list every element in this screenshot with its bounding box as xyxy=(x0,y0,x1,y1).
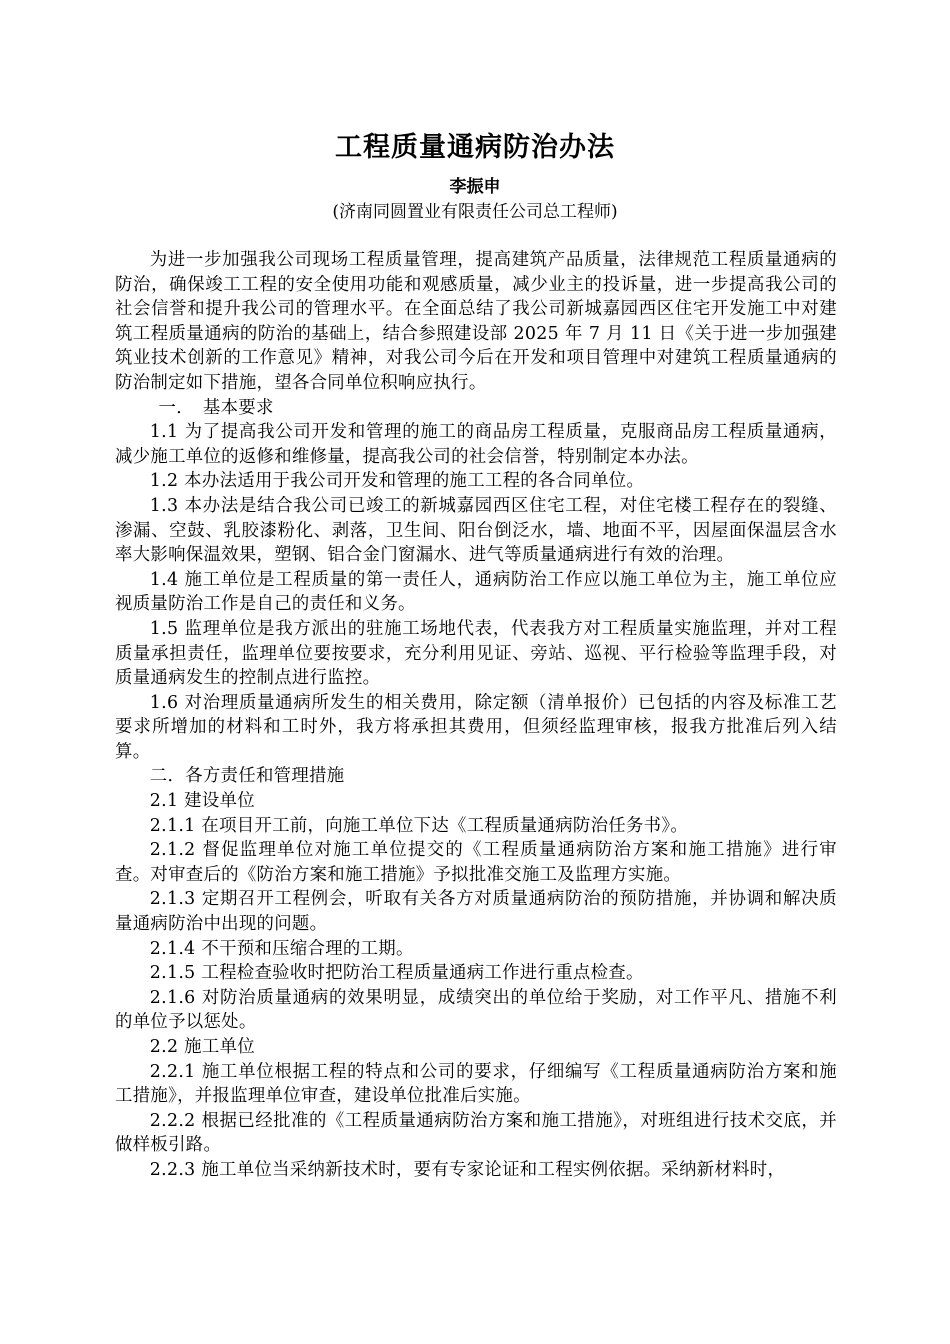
paragraph-2-1-1: 2.1.1 在项目开工前，向施工单位下达《工程质量通病防治任务书》。 xyxy=(149,815,689,836)
section-heading-responsibilities: 二．各方责任和管理措施 xyxy=(149,766,345,787)
paragraph-2-1-5: 2.1.5 工程检查验收时把防治工程质量通病工作进行重点检查。 xyxy=(149,963,644,984)
document-title: 工程质量通病防治办法 xyxy=(335,132,615,163)
paragraph-2-1-3: 2.1.3 定期召开工程例会，听取有关各方对质量通病防治的预防措施，并协调和解决质量通病防治中出现的问题。 xyxy=(115,889,837,935)
intro-paragraph: 为进一步加强我公司现场工程质量管理，提高建筑产品质量，法律规范工程质量通病的防治，确保竣工工程的安全使用功能和观感质量，减少业主的投诉量，进一步提高我公司的社会信誉和提升我公司的管理水平。在全面总结了我公司新城嘉园西区住宅开发施工中对建筑工程质量通病的防治的基础上，结合参照建设部 2025 年 7 月 11 日《关于进一步加强建筑业技术创新的工作意见》精神，对我公司今后在开发和项目管理中对建筑工程质量通病的防治制定如下措施，望各合同单位积响应执行。 xyxy=(115,250,837,393)
paragraph-2-2-3: 2.2.3 施工单位当采纳新技术时，要有专家论证和工程实例依据。采纳新材料时， xyxy=(149,1159,786,1180)
paragraph-2-2-2: 2.2.2 根据已经批准的《工程质量通病防治方案和施工措施》，对班组进行技术交底，并做样板引路。 xyxy=(115,1110,837,1156)
document-author: 李振申 xyxy=(449,177,501,197)
paragraph-2-2-1: 2.2.1 施工单位根据工程的特点和公司的要求，仔细编写《工程质量通病防治方案和施工措施》，并报监理单位审查，建设单位批准后实施。 xyxy=(115,1061,837,1107)
paragraph-2-1-4: 2.1.4 不干预和压缩合理的工期。 xyxy=(149,938,414,959)
paragraph-1-4: 1.4 施工单位是工程质量的第一责任人，通病防治工作应以施工单位为主，施工单位应视质量防治工作是自己的责任和义务。 xyxy=(115,569,837,615)
author-affiliation: (济南同圆置业有限责任公司总工程师) xyxy=(332,202,618,222)
subsection-heading-2-1: 2.1 建设单位 xyxy=(149,791,255,812)
paragraph-1-3: 1.3 本办法是结合我公司已竣工的新城嘉园西区住宅工程，对住宅楼工程存在的裂缝、渗漏、空鼓、乳胶漆粉化、剥落，卫生间、阳台倒泛水，墙、地面不平，因屋面保温层含水率大影响保温效果，塑钢、铝合金门窗漏水、进气等质量通病进行有效的治理。 xyxy=(115,495,837,566)
paragraph-1-6: 1.6 对治理质量通病所发生的相关费用，除定额（清单报价）已包括的内容及标准工艺要求所增加的材料和工时外，我方将承担其费用，但须经监理审核，报我方批准后列入结算。 xyxy=(115,692,837,762)
paragraph-2-1-2: 2.1.2 督促监理单位对施工单位提交的《工程质量通病防治方案和施工措施》进行审查。对审查后的《防治方案和施工措施》予拟批准交施工及监理方实施。 xyxy=(115,840,837,885)
document-body xyxy=(115,248,837,1183)
section-heading-basic-requirements: 一． 基本要求 xyxy=(158,397,274,418)
paragraph-1-5: 1.5 监理单位是我方派出的驻施工场地代表，代表我方对工程质量实施监理，并对工程质量承担责任，监理单位要按要求，充分利用见证、旁站、巡视、平行检验等监理手段，对质量通病发生的控制点进行监控。 xyxy=(115,618,837,689)
paragraph-1-2: 1.2 本办法适用于我公司开发和管理的施工工程的各合同单位。 xyxy=(149,471,645,492)
paragraph-2-1-6: 2.1.6 对防治质量通病的效果明显，成绩突出的单位给于奖励，对工作平凡、措施不利的单位予以惩处。 xyxy=(115,987,837,1033)
subsection-heading-2-2: 2.2 施工单位 xyxy=(149,1037,255,1057)
paragraph-1-1: 1.1 为了提高我公司开发和管理的施工的商品房工程质量，克服商品房工程质量通病，减少施工单位的返修和维修量，提高我公司的社会信誉，特别制定本办法。 xyxy=(115,422,837,467)
